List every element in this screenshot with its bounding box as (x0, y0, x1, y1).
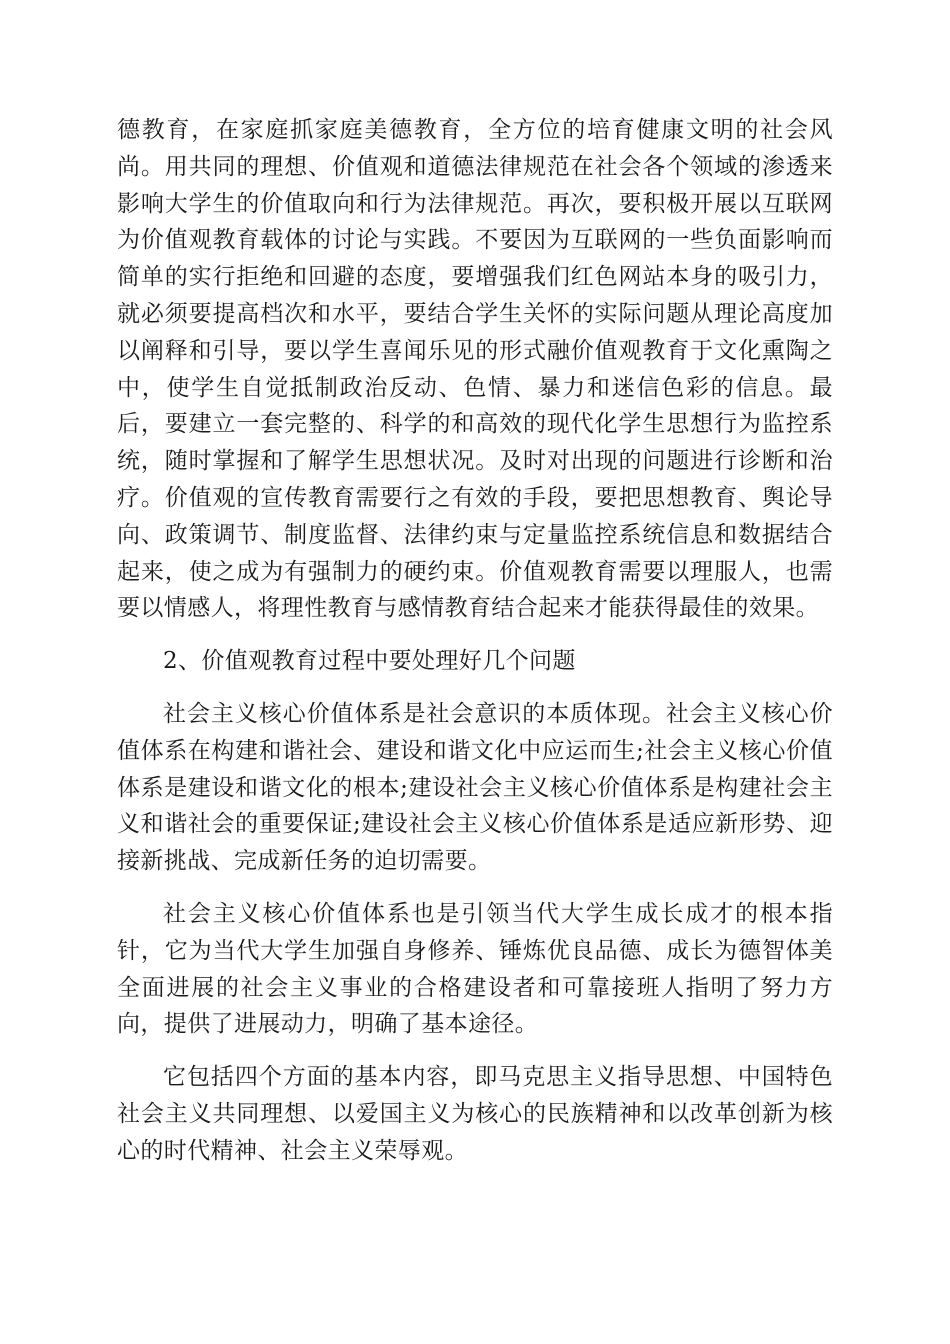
paragraph-four-aspects: 它包括四个方面的基本内容，即马克思主义指导思想、中国特色社会主义共同理想、以爱国主义为核心的民族精神和以改革创新为核心的时代精神、社会主义荣辱观。 (117, 1064, 833, 1164)
paragraph-guiding-principle: 社会主义核心价值体系也是引领当代大学生成长成才的根本指针，它为当代大学生加强自身修养、锤炼优良品德、成长为德智体美全面进展的社会主义事业的合格建设者和可靠接班人指明了努力方向，提供了进展动力，明确了基本途径。 (117, 900, 833, 1038)
paragraph-core-values: 社会主义核心价值体系是社会意识的本质体现。社会主义核心价值体系在构建和谐社会、建设和谐文化中应运而生;社会主义核心价值体系是建设和谐文化的根本;建设社会主义核心价值体系是构建社会主义和谐社会的重要保证;建设社会主义核心价值体系是适应新形势、迎接新挑战、完成新任务的迫切需要。 (117, 700, 833, 875)
paragraph-continued: 德教育，在家庭抓家庭美德教育，全方位的培育健康文明的社会风尚。用共同的理想、价值观和道德法律规范在社会各个领域的渗透来影响大学生的价值取向和行为法律规范。再次，要积极开展以互联网为价值观教育载体的讨论与实践。不要因为互联网的一些负面影响而简单的实行拒绝和回避的态度，要增强我们红色网站本身的吸引力，就必须要提高档次和水平，要结合学生关怀的实际问题从理论高度加以阐释和引导，要以学生喜闻乐见的形式融价值观教育于文化熏陶之中，使学生自觉抵制政治反动、色情、暴力和迷信色彩的信息。最后，要建立一套完整的、科学的和高效的现代化学生思想行为监控系统，随时掌握和了解学生思想状况。及时对出现的问题进行诊断和治疗。价值观的宣传教育需要行之有效的手段，要把思想教育、舆论导向、政策调节、制度监督、法律约束与定量监控系统信息和数据结合起来，使之成为有强制力的硬约束。价值观教育需要以理服人，也需要以情感人，将理性教育与感情教育结合起来才能获得最佳的效果。 (117, 117, 833, 622)
document-page (117, 112, 833, 1186)
section-heading: 2、价值观教育过程中要处理好几个问题 (163, 648, 576, 675)
